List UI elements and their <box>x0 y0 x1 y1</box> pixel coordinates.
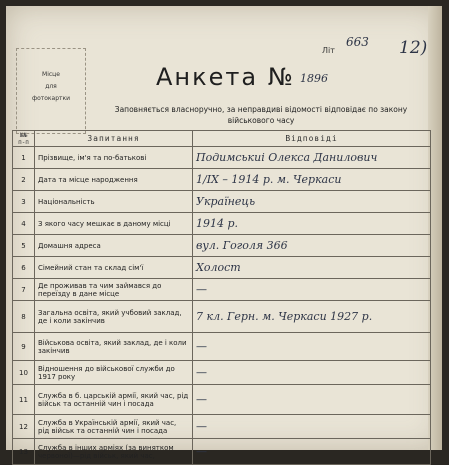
photo-label-line-2: для <box>45 83 57 90</box>
sheet-number: 12) <box>399 38 428 58</box>
table-row <box>13 415 431 439</box>
row-number: 10 <box>13 361 35 385</box>
row-question: Дата та місце народження <box>35 169 193 191</box>
row-answer: вул. Гоголя 366 <box>193 235 431 257</box>
form-number: 1896 <box>300 72 328 85</box>
table-row <box>13 191 431 213</box>
row-answer: — <box>193 361 431 385</box>
row-question: Національність <box>35 191 193 213</box>
row-answer: 1914 р. <box>193 213 431 235</box>
row-number: 8 <box>13 301 35 333</box>
row-answer: Холост <box>193 257 431 279</box>
row-question: Де проживав та чим займався до переїзду в дане місце <box>35 279 193 301</box>
row-number: 1 <box>13 147 35 169</box>
form-instructions: Заповняється власноручно, за неправдиві відомості відповідає по закону військового часу <box>114 105 408 125</box>
row-number: 3 <box>13 191 35 213</box>
table-row <box>13 301 431 333</box>
row-question: Військова освіта, який заклад, де і коли закінчив <box>35 333 193 361</box>
table-row <box>13 361 431 385</box>
row-number: 2 <box>13 169 35 191</box>
row-question: Служба в б. царській армії, який час, рід військ та останній чин і посада <box>35 385 193 415</box>
row-question: Загальна освіта, який учбовий заклад, де і коли закінчив <box>35 301 193 333</box>
row-number: 4 <box>13 213 35 235</box>
table-row <box>13 385 431 415</box>
row-number: 5 <box>13 235 35 257</box>
archive-number: 663 <box>346 35 369 49</box>
row-question: Прізвище, ім'я та по-батькові <box>35 147 193 169</box>
row-number: 13 <box>13 439 35 465</box>
table-row <box>13 213 431 235</box>
column-header-number: №№ п-п <box>13 131 35 147</box>
questionnaire-table <box>12 130 431 465</box>
table-row <box>13 235 431 257</box>
table-row <box>13 169 431 191</box>
row-question: Сімейний стан та склад сім'ї <box>35 257 193 279</box>
table-row <box>13 147 431 169</box>
row-answer: — <box>193 279 431 301</box>
table-row <box>13 257 431 279</box>
form-page <box>6 6 442 460</box>
row-number: 7 <box>13 279 35 301</box>
row-question: Служба в інших арміях (за винятком червоної)—рід військ, який час, <box>35 439 193 465</box>
row-number: 12 <box>13 415 35 439</box>
row-number: 6 <box>13 257 35 279</box>
row-answer: 7 кл. Герн. м. Черкаси 1927 р. <box>193 301 431 333</box>
row-question: Відношення до військової служби до 1917 року <box>35 361 193 385</box>
row-answer: — <box>193 415 431 439</box>
row-question: Служба в Українській армії, який час, рід військ та останній чин і посада <box>35 415 193 439</box>
row-question: З якого часу мешкає в даному місці <box>35 213 193 235</box>
column-header-answer: Відповіді <box>193 131 431 147</box>
row-answer: Українець <box>193 191 431 213</box>
table-header-row <box>13 131 431 147</box>
row-answer: — <box>193 439 431 465</box>
photo-label-line-3: фотокартки <box>31 95 71 102</box>
row-answer: 1/ІХ – 1914 р. м. Черкаси <box>193 169 431 191</box>
table-row <box>13 279 431 301</box>
photo-label-line-1: Місце <box>42 71 60 78</box>
row-answer: Подимськиі Олекса Данилович <box>193 147 431 169</box>
row-question: Домашня адреса <box>35 235 193 257</box>
column-header-question: Запитання <box>35 131 193 147</box>
row-answer: — <box>193 333 431 361</box>
table-row <box>13 333 431 361</box>
row-number: 9 <box>13 333 35 361</box>
page-title: Анкета № <box>156 63 295 91</box>
lit-label: Літ <box>322 46 335 55</box>
row-number: 11 <box>13 385 35 415</box>
table-row <box>13 439 431 465</box>
row-answer: — <box>193 385 431 415</box>
photo-placeholder <box>16 48 86 134</box>
